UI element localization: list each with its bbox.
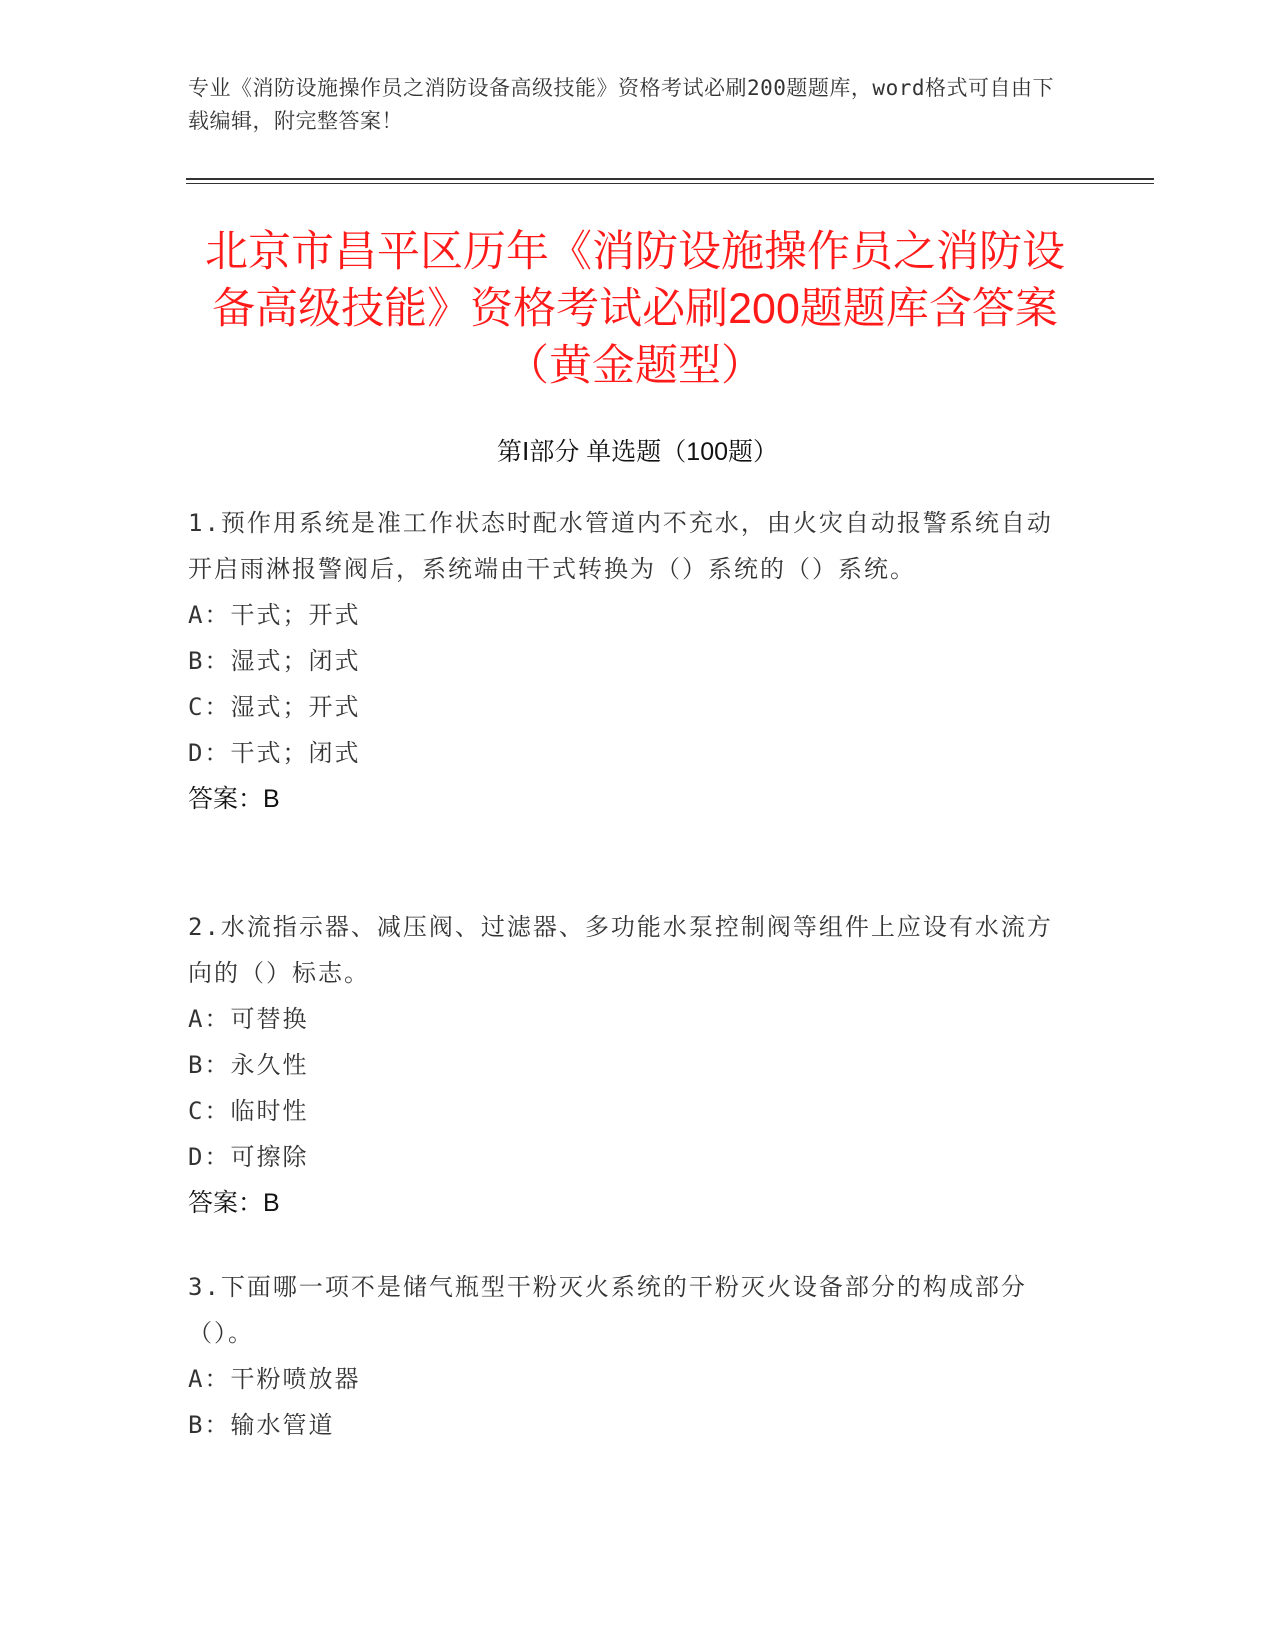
option-a: A：干粉喷放器 (188, 1365, 361, 1393)
option-d: D：干式；闭式 (188, 739, 361, 767)
option-a: A：干式；开式 (188, 601, 361, 629)
question-3 (188, 1264, 1068, 1448)
option-b: B：输水管道 (188, 1411, 335, 1439)
option-b: B：永久性 (188, 1051, 309, 1079)
question-stem: 2.水流指示器、减压阀、过滤器、多功能水泵控制阀等组件上应设有水流方向的（）标志。 (188, 913, 1053, 987)
option-b: B：湿式；闭式 (188, 647, 361, 675)
question-2 (188, 904, 1068, 1226)
header-divider (186, 178, 1154, 180)
option-c: C：湿式；开式 (188, 693, 361, 721)
question-stem: 1.预作用系统是准工作状态时配水管道内不充水，由火灾自动报警系统自动开启雨淋报警阀后，系统端由干式转换为（）系统的（）系统。 (188, 509, 1053, 583)
header-divider-thin (186, 183, 1154, 184)
answer: 答案：B (188, 785, 280, 813)
option-d: D：可擦除 (188, 1143, 309, 1171)
answer: 答案：B (188, 1189, 280, 1217)
header-note: 专业《消防设施操作员之消防设备高级技能》资格考试必刷200题题库，word格式可自由下载编辑，附完整答案！ (188, 76, 1054, 133)
section-heading: 第Ⅰ部分 单选题（100题） (496, 438, 779, 466)
question-stem: 3.下面哪一项不是储气瓶型干粉灭火系统的干粉灭火设备部分的构成部分（）。 (188, 1273, 1027, 1347)
document-title: 北京市昌平区历年《消防设施操作员之消防设备高级技能》资格考试必刷200题题库含答案（黄金题型） (205, 228, 1065, 390)
question-1 (188, 500, 1068, 822)
option-c: C：临时性 (188, 1097, 309, 1125)
option-a: A：可替换 (188, 1005, 309, 1033)
